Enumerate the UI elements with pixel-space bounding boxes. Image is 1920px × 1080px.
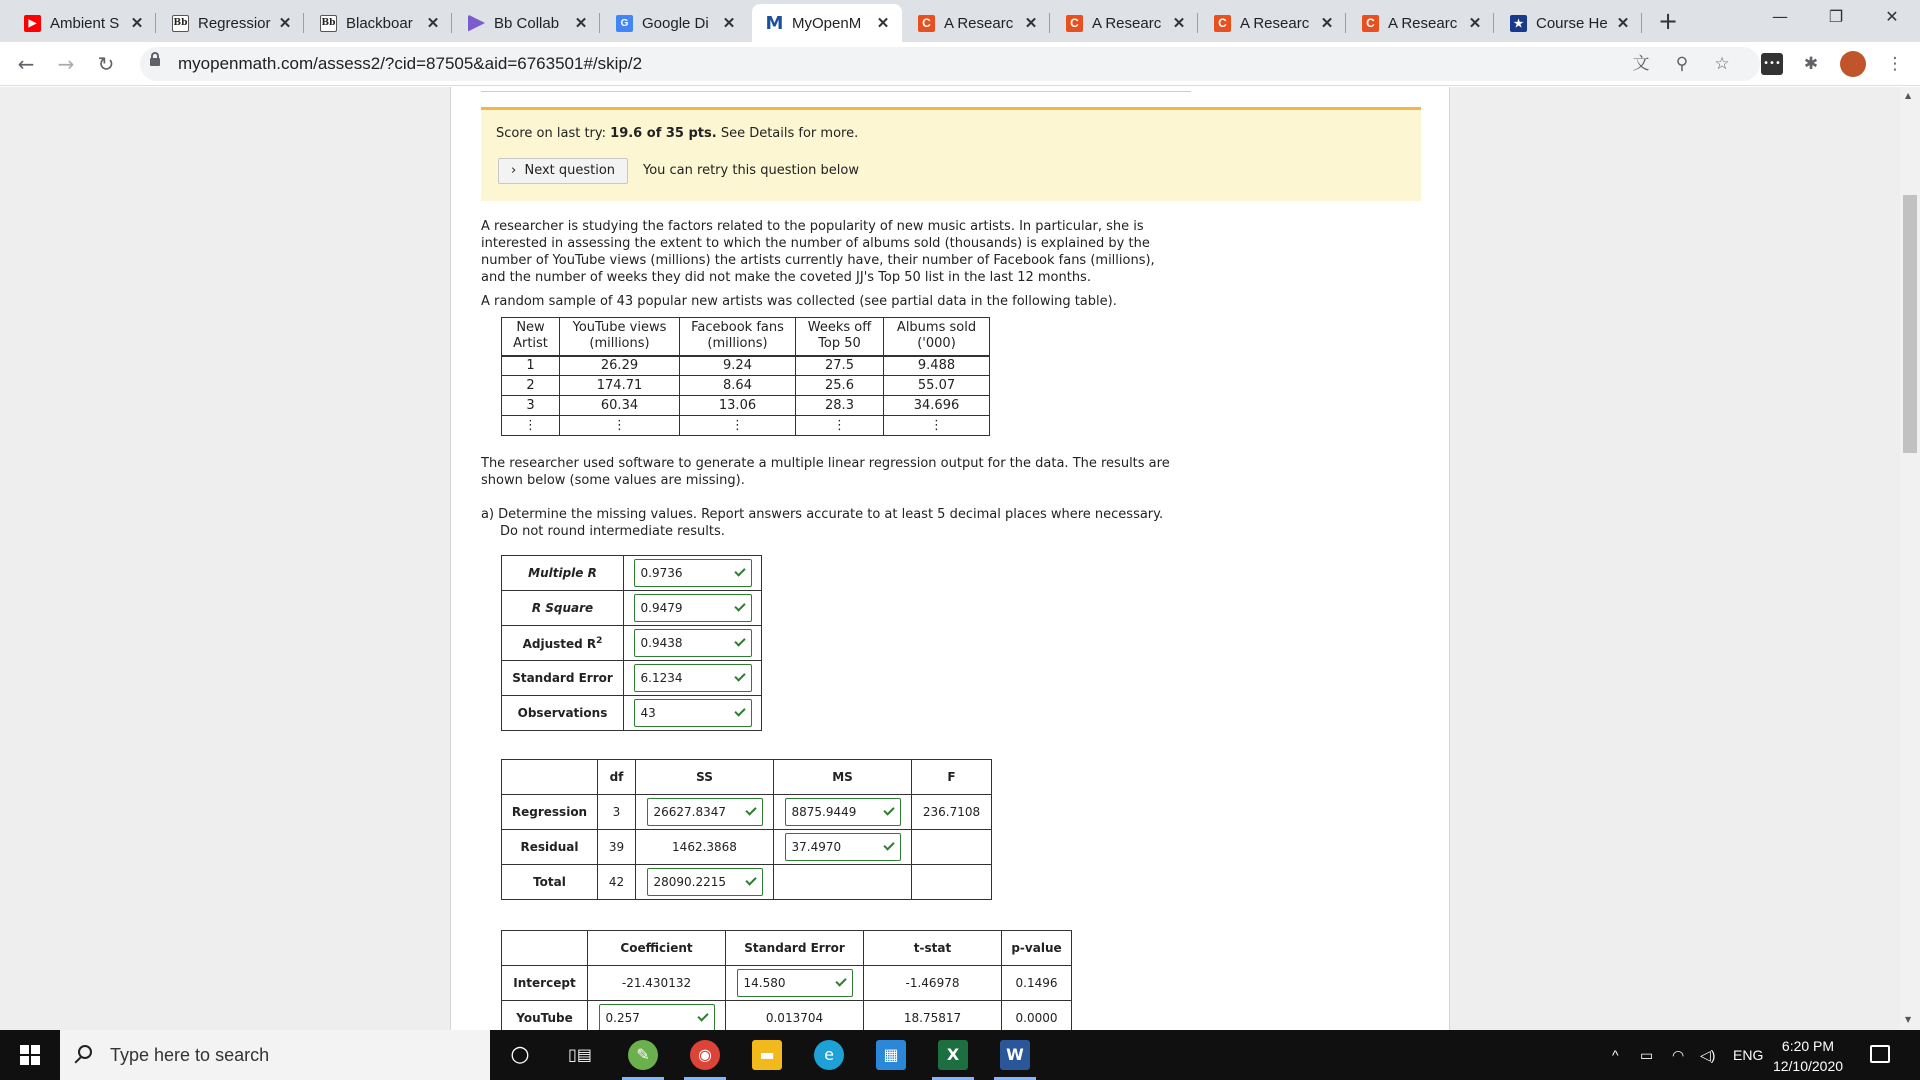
column-header: YouTube views (millions) bbox=[560, 318, 680, 356]
myopenmath-icon: M bbox=[765, 12, 784, 34]
tab-title: Ambient S bbox=[50, 14, 120, 32]
volume-icon[interactable]: ◁) bbox=[1700, 1047, 1716, 1063]
collaborate-icon bbox=[468, 15, 485, 32]
standard-error-input[interactable]: 6.1234 bbox=[634, 664, 752, 692]
table-row: 1 26.29 9.24 27.5 9.488 bbox=[502, 356, 990, 376]
tab-bb-collab[interactable] bbox=[454, 4, 600, 42]
menu-icon[interactable]: ⋮ bbox=[1886, 54, 1904, 74]
regression-ms-input[interactable]: 8875.9449 bbox=[785, 798, 901, 826]
tab-title: MyOpenM bbox=[792, 14, 862, 32]
file-explorer-icon[interactable]: ▬ bbox=[752, 1040, 782, 1070]
tab-ambient[interactable] bbox=[10, 4, 156, 42]
coefficients-table bbox=[501, 930, 1072, 1030]
close-icon[interactable]: ✕ bbox=[574, 15, 588, 32]
search-icon bbox=[78, 1045, 92, 1059]
divider bbox=[481, 87, 1191, 92]
wifi-icon[interactable]: ◠ bbox=[1672, 1047, 1685, 1063]
chevron-right-icon: › bbox=[511, 163, 517, 178]
extensions-puzzle-icon[interactable]: ✱ bbox=[1803, 54, 1819, 74]
tab-chegg-1[interactable] bbox=[904, 4, 1050, 42]
tab-title: A Researc bbox=[944, 14, 1014, 32]
tab-google-drive[interactable] bbox=[602, 4, 748, 42]
check-icon bbox=[883, 839, 894, 850]
row-label: Adjusted $R^2$ bbox=[502, 626, 624, 661]
table-row: Total 42 28090.2215 bbox=[502, 865, 992, 900]
check-icon bbox=[734, 705, 745, 716]
close-icon[interactable]: ✕ bbox=[1468, 15, 1482, 32]
column-header: Weeks off Top 50 bbox=[796, 318, 884, 356]
tab-chegg-3[interactable] bbox=[1200, 4, 1346, 42]
residual-ms-input[interactable]: 37.4970 bbox=[785, 833, 901, 861]
total-ss-input[interactable]: 28090.2215 bbox=[647, 868, 763, 896]
search-placeholder: Type here to search bbox=[110, 1045, 270, 1065]
tab-title: A Researc bbox=[1240, 14, 1310, 32]
retry-note: You can retry this question below bbox=[643, 163, 859, 178]
check-icon bbox=[745, 874, 756, 885]
tab-title: Google Di bbox=[642, 14, 709, 32]
table-row: Residual 39 1462.3868 37.4970 bbox=[502, 830, 992, 865]
question-intro: A researcher is studying the factors related to the popularity of new music artists. In particular, she is interested in assessing the extent to which the number of albums sold (thousands) is explained by the number of YouTube views (millions) the artists currently have, their number of Facebook fans (millions), and the number of weeks they did not make the coveted JJ's Top 50 list in the last 12 months. bbox=[481, 219, 1155, 285]
youtube-icon: ▶ bbox=[24, 15, 41, 32]
intercept-se-input[interactable]: 14.580 bbox=[737, 969, 853, 997]
tab-title: Bb Collab bbox=[494, 14, 560, 32]
close-icon[interactable]: ✕ bbox=[130, 15, 144, 32]
r-square-input[interactable]: 0.9479 bbox=[634, 594, 752, 622]
zoom-icon[interactable]: ⚲ bbox=[1675, 54, 1689, 74]
check-icon bbox=[734, 635, 745, 646]
tab-title: A Researc bbox=[1092, 14, 1162, 32]
assessment-content bbox=[450, 87, 1450, 1030]
windows-start-icon[interactable] bbox=[0, 1030, 60, 1080]
reload-icon[interactable]: ↻ bbox=[97, 52, 115, 76]
close-icon[interactable]: ✕ bbox=[278, 15, 292, 32]
google-drive-icon: G bbox=[616, 15, 633, 32]
table-row: Intercept -21.430132 14.580 -1.46978 0.1496 bbox=[502, 966, 1072, 1001]
course-hero-icon: ★ bbox=[1510, 15, 1527, 32]
part-a-instructions-cont: Do not round intermediate results. bbox=[500, 524, 725, 539]
page-viewport bbox=[0, 87, 1920, 1030]
close-icon[interactable]: ✕ bbox=[876, 15, 890, 32]
table-row: ⋮ ⋮ ⋮ ⋮ ⋮ bbox=[502, 416, 990, 436]
address-url[interactable]: myopenmath.com/assess2/?cid=87505&aid=6763501#/skip/2 bbox=[178, 54, 643, 73]
windows-taskbar bbox=[0, 1030, 1920, 1080]
check-icon bbox=[835, 975, 846, 986]
excel-icon[interactable]: X bbox=[938, 1040, 968, 1070]
check-icon bbox=[745, 804, 756, 815]
row-label: Multiple R bbox=[502, 556, 624, 591]
check-icon bbox=[883, 804, 894, 815]
tray-chevron-icon[interactable]: ^ bbox=[1612, 1047, 1619, 1063]
software-note: The researcher used software to generate a multiple linear regression output for the data. The results are shown below (some values are missing). bbox=[481, 456, 1170, 488]
table-header-row: Coefficient Standard Error t-stat p-value bbox=[502, 931, 1072, 966]
notification-icon[interactable] bbox=[1870, 1045, 1890, 1063]
translate-icon[interactable]: 文 bbox=[1632, 54, 1650, 74]
close-icon[interactable]: ✕ bbox=[1616, 15, 1630, 32]
observations-input[interactable]: 43 bbox=[634, 699, 752, 727]
page-scrollbar[interactable] bbox=[1900, 87, 1920, 1030]
chegg-icon: C bbox=[1066, 15, 1083, 32]
tab-blackboard[interactable] bbox=[306, 4, 452, 42]
check-icon bbox=[734, 670, 745, 681]
browser-toolbar bbox=[0, 42, 1920, 86]
table-row bbox=[502, 696, 762, 731]
back-icon[interactable]: ← bbox=[17, 52, 35, 76]
part-a-instructions: a) Determine the missing values. Report answers accurate to at least 5 decimal places where necessary. bbox=[481, 507, 1164, 522]
column-header: Albums sold ('000) bbox=[884, 318, 990, 356]
column-header: New Artist bbox=[502, 318, 560, 356]
extension-icon[interactable]: ••• bbox=[1761, 53, 1783, 75]
tab-title: Course He bbox=[1536, 14, 1608, 32]
forward-icon[interactable]: → bbox=[57, 52, 75, 76]
column-header: Facebook fans (millions) bbox=[680, 318, 796, 356]
chegg-icon: C bbox=[1214, 15, 1231, 32]
store-icon[interactable]: ▦ bbox=[876, 1040, 906, 1070]
word-icon[interactable]: W bbox=[1000, 1040, 1030, 1070]
taskbar-search[interactable] bbox=[60, 1030, 490, 1080]
check-icon bbox=[697, 1010, 708, 1021]
lock-icon bbox=[150, 58, 160, 66]
greenshot-icon[interactable]: ✎ bbox=[628, 1040, 658, 1070]
tab-course-hero[interactable] bbox=[1496, 4, 1642, 42]
table-row bbox=[502, 556, 762, 591]
score-value: 19.6 of 35 pts. bbox=[610, 126, 717, 141]
table-row bbox=[502, 591, 762, 626]
task-view-icon[interactable]: ▯▤ bbox=[568, 1045, 592, 1064]
window-close-icon[interactable]: ✕ bbox=[1885, 7, 1899, 26]
row-label: Standard Error bbox=[502, 661, 624, 696]
regression-ss-input[interactable]: 26627.8347 bbox=[647, 798, 763, 826]
table-row: Regression 3 26627.8347 8875.9449 236.7108 bbox=[502, 795, 992, 830]
row-label: Observations bbox=[502, 696, 624, 731]
table-row: YouTube 0.257 0.013704 18.75817 0.0000 bbox=[502, 1001, 1072, 1031]
check-icon bbox=[734, 565, 745, 576]
scroll-up-icon[interactable]: ▲ bbox=[1905, 91, 1912, 100]
sample-data-table bbox=[501, 317, 990, 436]
score-notice bbox=[481, 107, 1421, 201]
check-icon bbox=[734, 600, 745, 611]
adjusted-r-square-input[interactable]: 0.9438 bbox=[634, 629, 752, 657]
tab-myopenmath[interactable] bbox=[752, 4, 902, 42]
minimize-icon[interactable]: — bbox=[1772, 7, 1788, 26]
anova-table bbox=[501, 759, 992, 900]
close-icon[interactable]: ✕ bbox=[1024, 15, 1038, 32]
bookmark-star-icon[interactable]: ☆ bbox=[1714, 54, 1730, 74]
tab-title: Blackboar bbox=[346, 14, 413, 32]
question-sample: A random sample of 43 popular new artists was collected (see partial data in the following table). bbox=[481, 294, 1117, 309]
regression-statistics-table bbox=[501, 555, 762, 731]
close-icon[interactable]: ✕ bbox=[1320, 15, 1334, 32]
table-row: 2 174.71 8.64 25.6 55.07 bbox=[502, 376, 990, 396]
scrollbar-thumb[interactable] bbox=[1903, 195, 1917, 453]
chegg-icon: C bbox=[1362, 15, 1379, 32]
battery-icon[interactable]: ▭ bbox=[1640, 1047, 1654, 1063]
chegg-icon: C bbox=[918, 15, 935, 32]
tab-title: Regressior bbox=[198, 14, 271, 32]
avatar[interactable] bbox=[1840, 51, 1866, 77]
blackboard-icon: Bb bbox=[172, 15, 189, 32]
clock[interactable]: 6:20 PM 12/10/2020 bbox=[1772, 1038, 1844, 1074]
cortana-icon[interactable]: ○ bbox=[510, 1042, 530, 1067]
row-label: R Square bbox=[502, 591, 624, 626]
tab-chegg-4[interactable] bbox=[1348, 4, 1494, 42]
chrome-icon[interactable]: ◉ bbox=[690, 1040, 720, 1070]
table-row: 3 60.34 13.06 28.3 34.696 bbox=[502, 396, 990, 416]
score-line: Score on last try: 19.6 of 35 pts. See Details for more. bbox=[496, 126, 859, 141]
multiple-r-input[interactable]: 0.9736 bbox=[634, 559, 752, 587]
new-tab-icon[interactable]: + bbox=[1657, 7, 1679, 35]
tab-chegg-2[interactable] bbox=[1052, 4, 1198, 42]
language-indicator[interactable]: ENG bbox=[1733, 1047, 1764, 1063]
table-header-row: df SS MS F bbox=[502, 760, 992, 795]
tab-regression[interactable] bbox=[158, 4, 304, 42]
table-row bbox=[502, 626, 762, 661]
edge-icon[interactable]: e bbox=[814, 1040, 844, 1070]
table-row bbox=[502, 661, 762, 696]
youtube-coefficient-input[interactable]: 0.257 bbox=[599, 1004, 715, 1030]
restore-icon[interactable]: ❐ bbox=[1828, 7, 1844, 26]
tab-title: A Researc bbox=[1388, 14, 1458, 32]
tab-strip bbox=[0, 0, 1920, 42]
close-icon[interactable]: ✕ bbox=[722, 15, 736, 32]
scroll-down-icon[interactable]: ▼ bbox=[1905, 1015, 1912, 1024]
close-icon[interactable]: ✕ bbox=[1172, 15, 1186, 32]
blackboard-icon: Bb bbox=[320, 15, 337, 32]
next-question-button[interactable]: › Next question bbox=[498, 158, 628, 184]
close-icon[interactable]: ✕ bbox=[426, 15, 440, 32]
